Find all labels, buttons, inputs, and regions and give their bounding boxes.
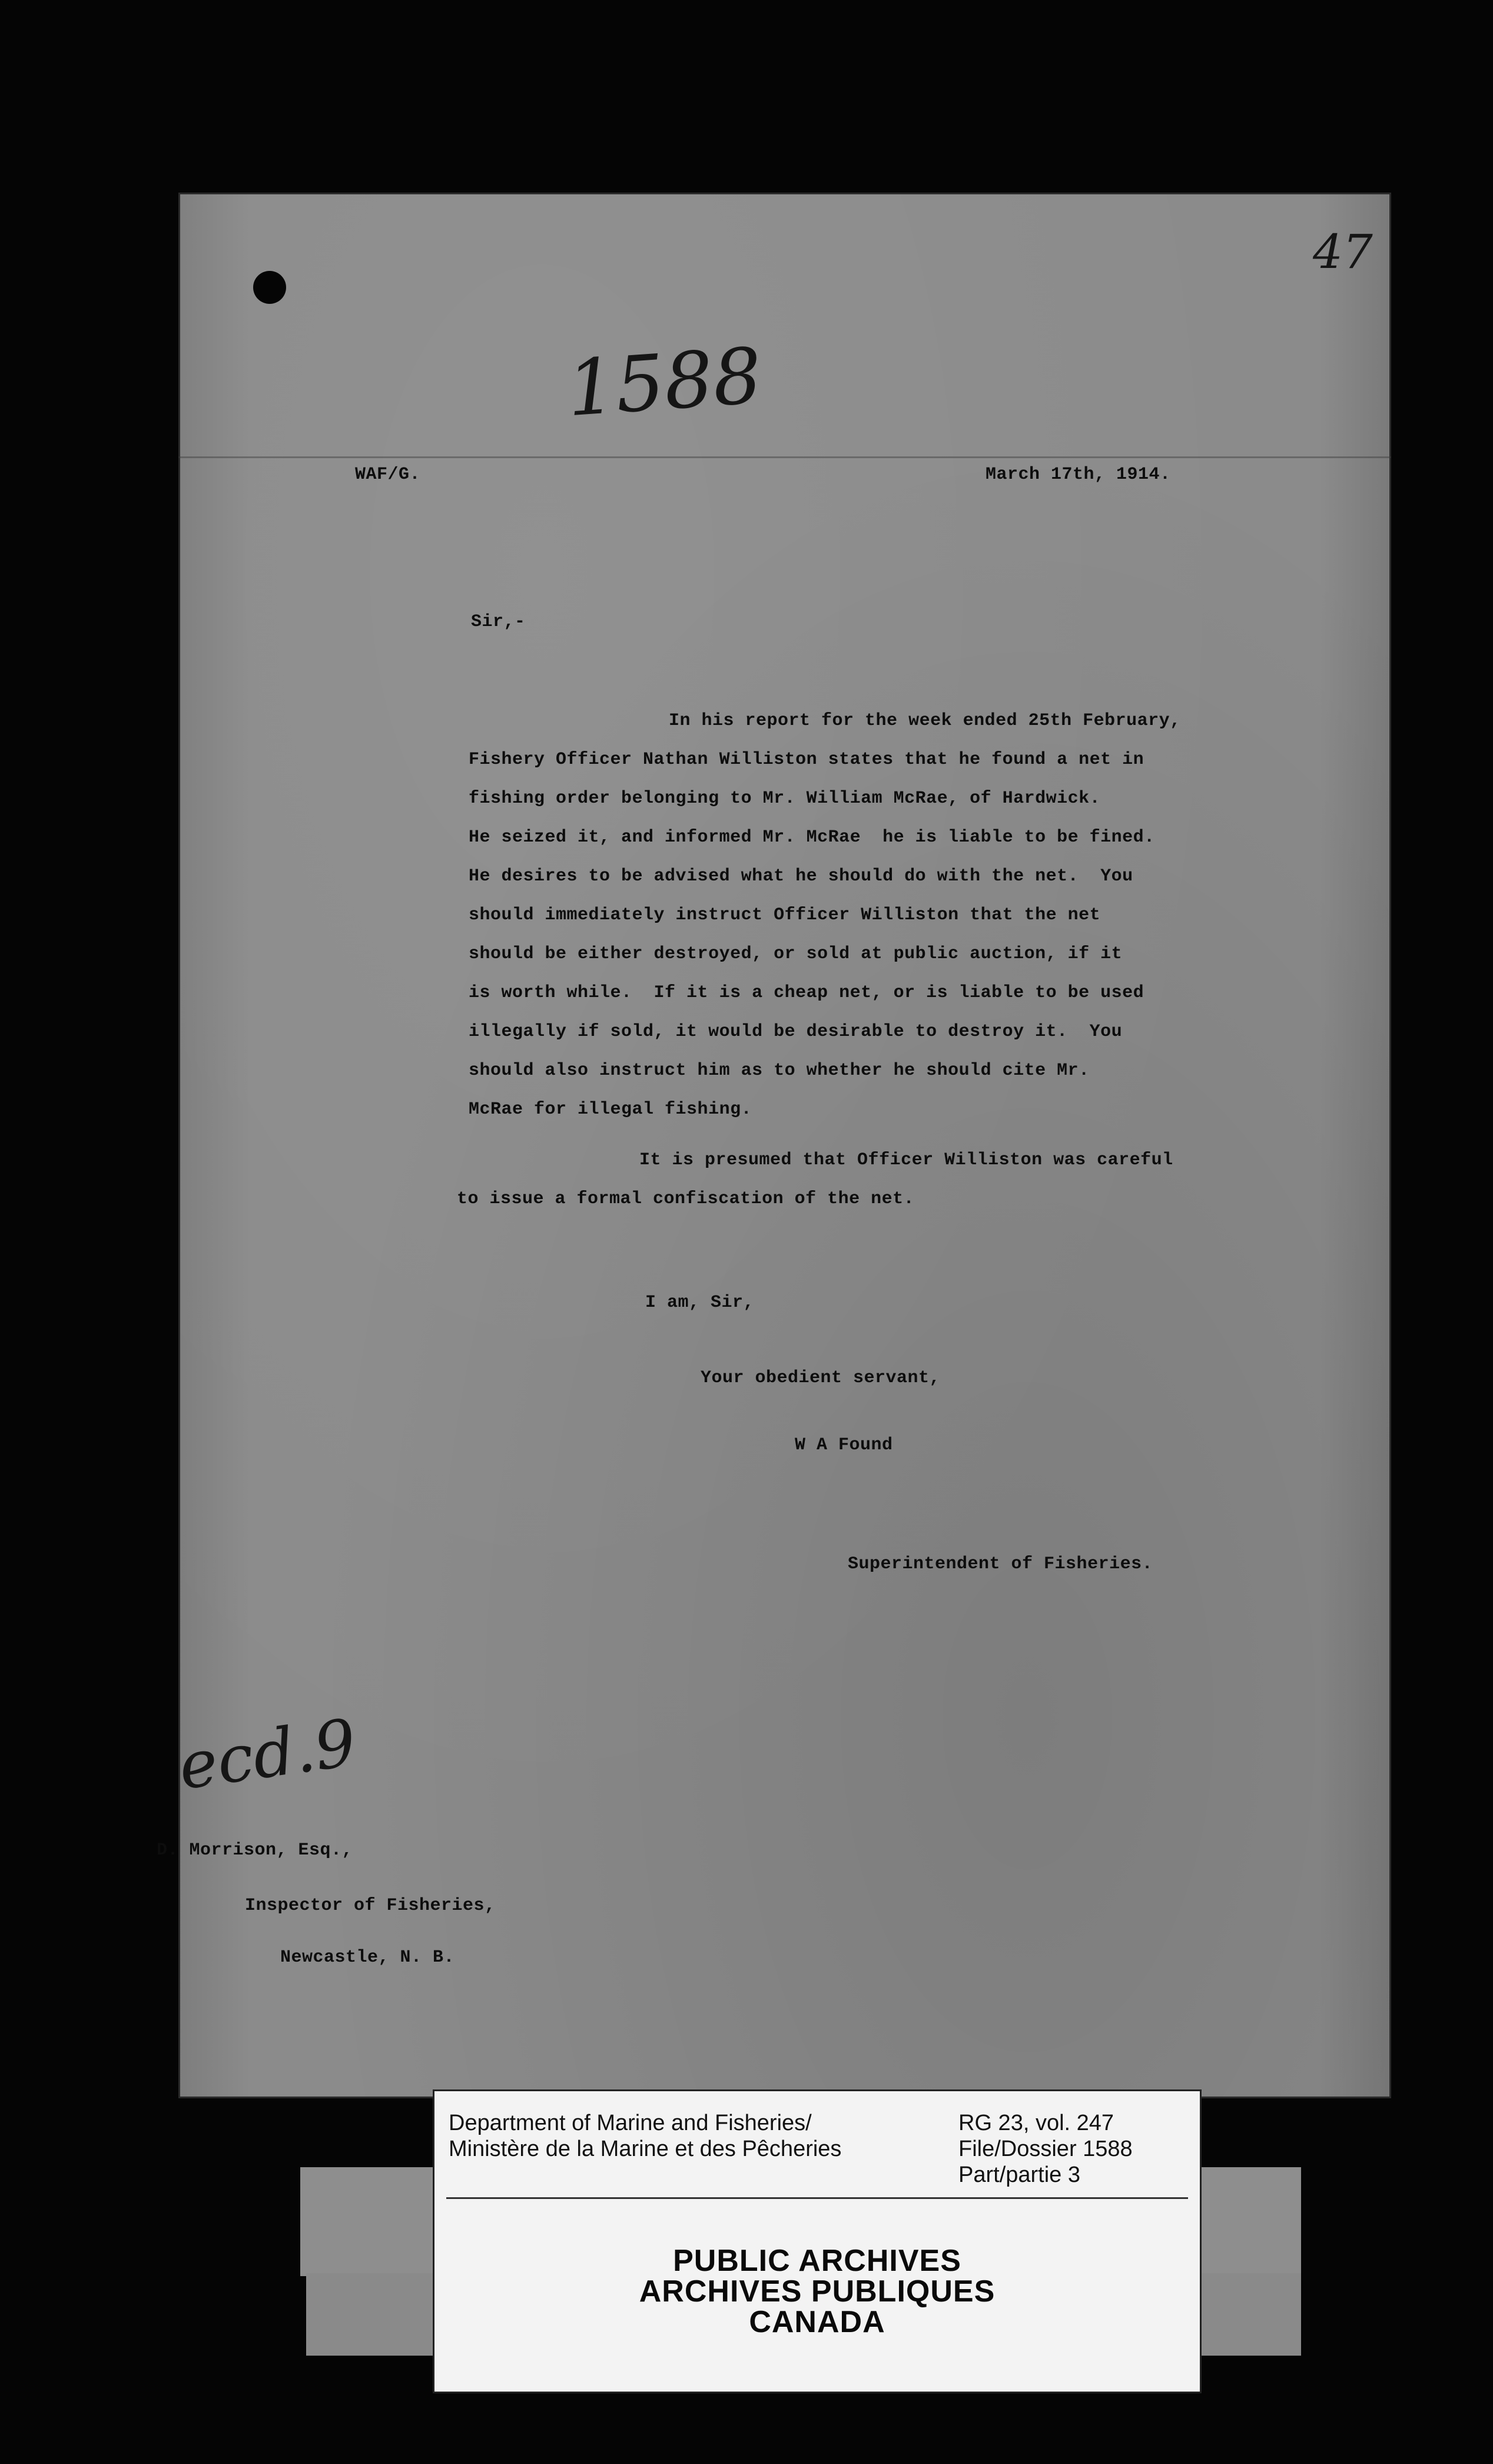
label-canada: CANADA (749, 2305, 885, 2339)
paragraph2-line-1: It is presumed that Officer Williston was careful (639, 1150, 1173, 1170)
signature-title: Superintendent of Fisheries. (848, 1554, 1153, 1574)
handwritten-initials: ecd.9 (174, 1704, 361, 1804)
address-line-1: D. Morrison, Esq., (157, 1840, 353, 1860)
address-line-2: Inspector of Fisheries, (245, 1896, 496, 1916)
label-public-archives: PUBLIC ARCHIVES (673, 2244, 961, 2278)
body-line-2: Fishery Officer Nathan Williston states that he found a net in (469, 750, 1144, 770)
closing: I am, Sir, (645, 1293, 755, 1313)
fold-line (178, 456, 1391, 458)
punch-hole (253, 271, 286, 304)
document-sheet (157, 193, 1391, 2098)
body-line-3: fishing order belonging to Mr. William McRae, of Hardwick. (469, 789, 1101, 809)
body-line-11: McRae for illegal fishing. (469, 1099, 752, 1120)
label-file: File/Dossier 1588 (958, 2137, 1133, 2161)
page-number: 47 (1313, 224, 1373, 279)
body-line-6: should immediately instruct Officer Williston that the net (469, 905, 1101, 925)
paragraph2-line-2: to issue a formal confiscation of the net. (457, 1189, 915, 1209)
body-line-10: should also instruct him as to whether he should cite Mr. (469, 1061, 1090, 1081)
label-dept-en: Department of Marine and Fisheries/ (449, 2111, 812, 2135)
file-stamp: 1588 (564, 330, 765, 434)
letter-date: March 17th, 1914. (986, 465, 1171, 485)
address-line-3: Newcastle, N. B. (280, 1948, 455, 1968)
label-archives-publiques: ARCHIVES PUBLIQUES (639, 2274, 996, 2309)
body-line-7: should be either destroyed, or sold at public auction, if it (469, 944, 1123, 964)
label-divider (446, 2197, 1188, 2199)
signature: W A Found (795, 1435, 893, 1455)
salutation: Sir,- (471, 612, 526, 632)
closing-servant: Your obedient servant, (701, 1368, 941, 1388)
label-part: Part/partie 3 (958, 2162, 1080, 2187)
reference-code: WAF/G. (355, 465, 421, 485)
archive-label (433, 2089, 1202, 2393)
body-line-5: He desires to be advised what he should do with the net. You (469, 866, 1133, 886)
label-dept-fr: Ministère de la Marine et des Pêcheries (449, 2137, 842, 2161)
body-line-4: He seized it, and informed Mr. McRae he is liable to be fined. (469, 827, 1155, 847)
body-line-1: In his report for the week ended 25th February, (669, 711, 1181, 731)
body-line-9: illegally if sold, it would be desirable to destroy it. You (469, 1022, 1123, 1042)
body-line-8: is worth while. If it is a cheap net, or is liable to be used (469, 983, 1144, 1003)
label-rg: RG 23, vol. 247 (958, 2111, 1114, 2135)
